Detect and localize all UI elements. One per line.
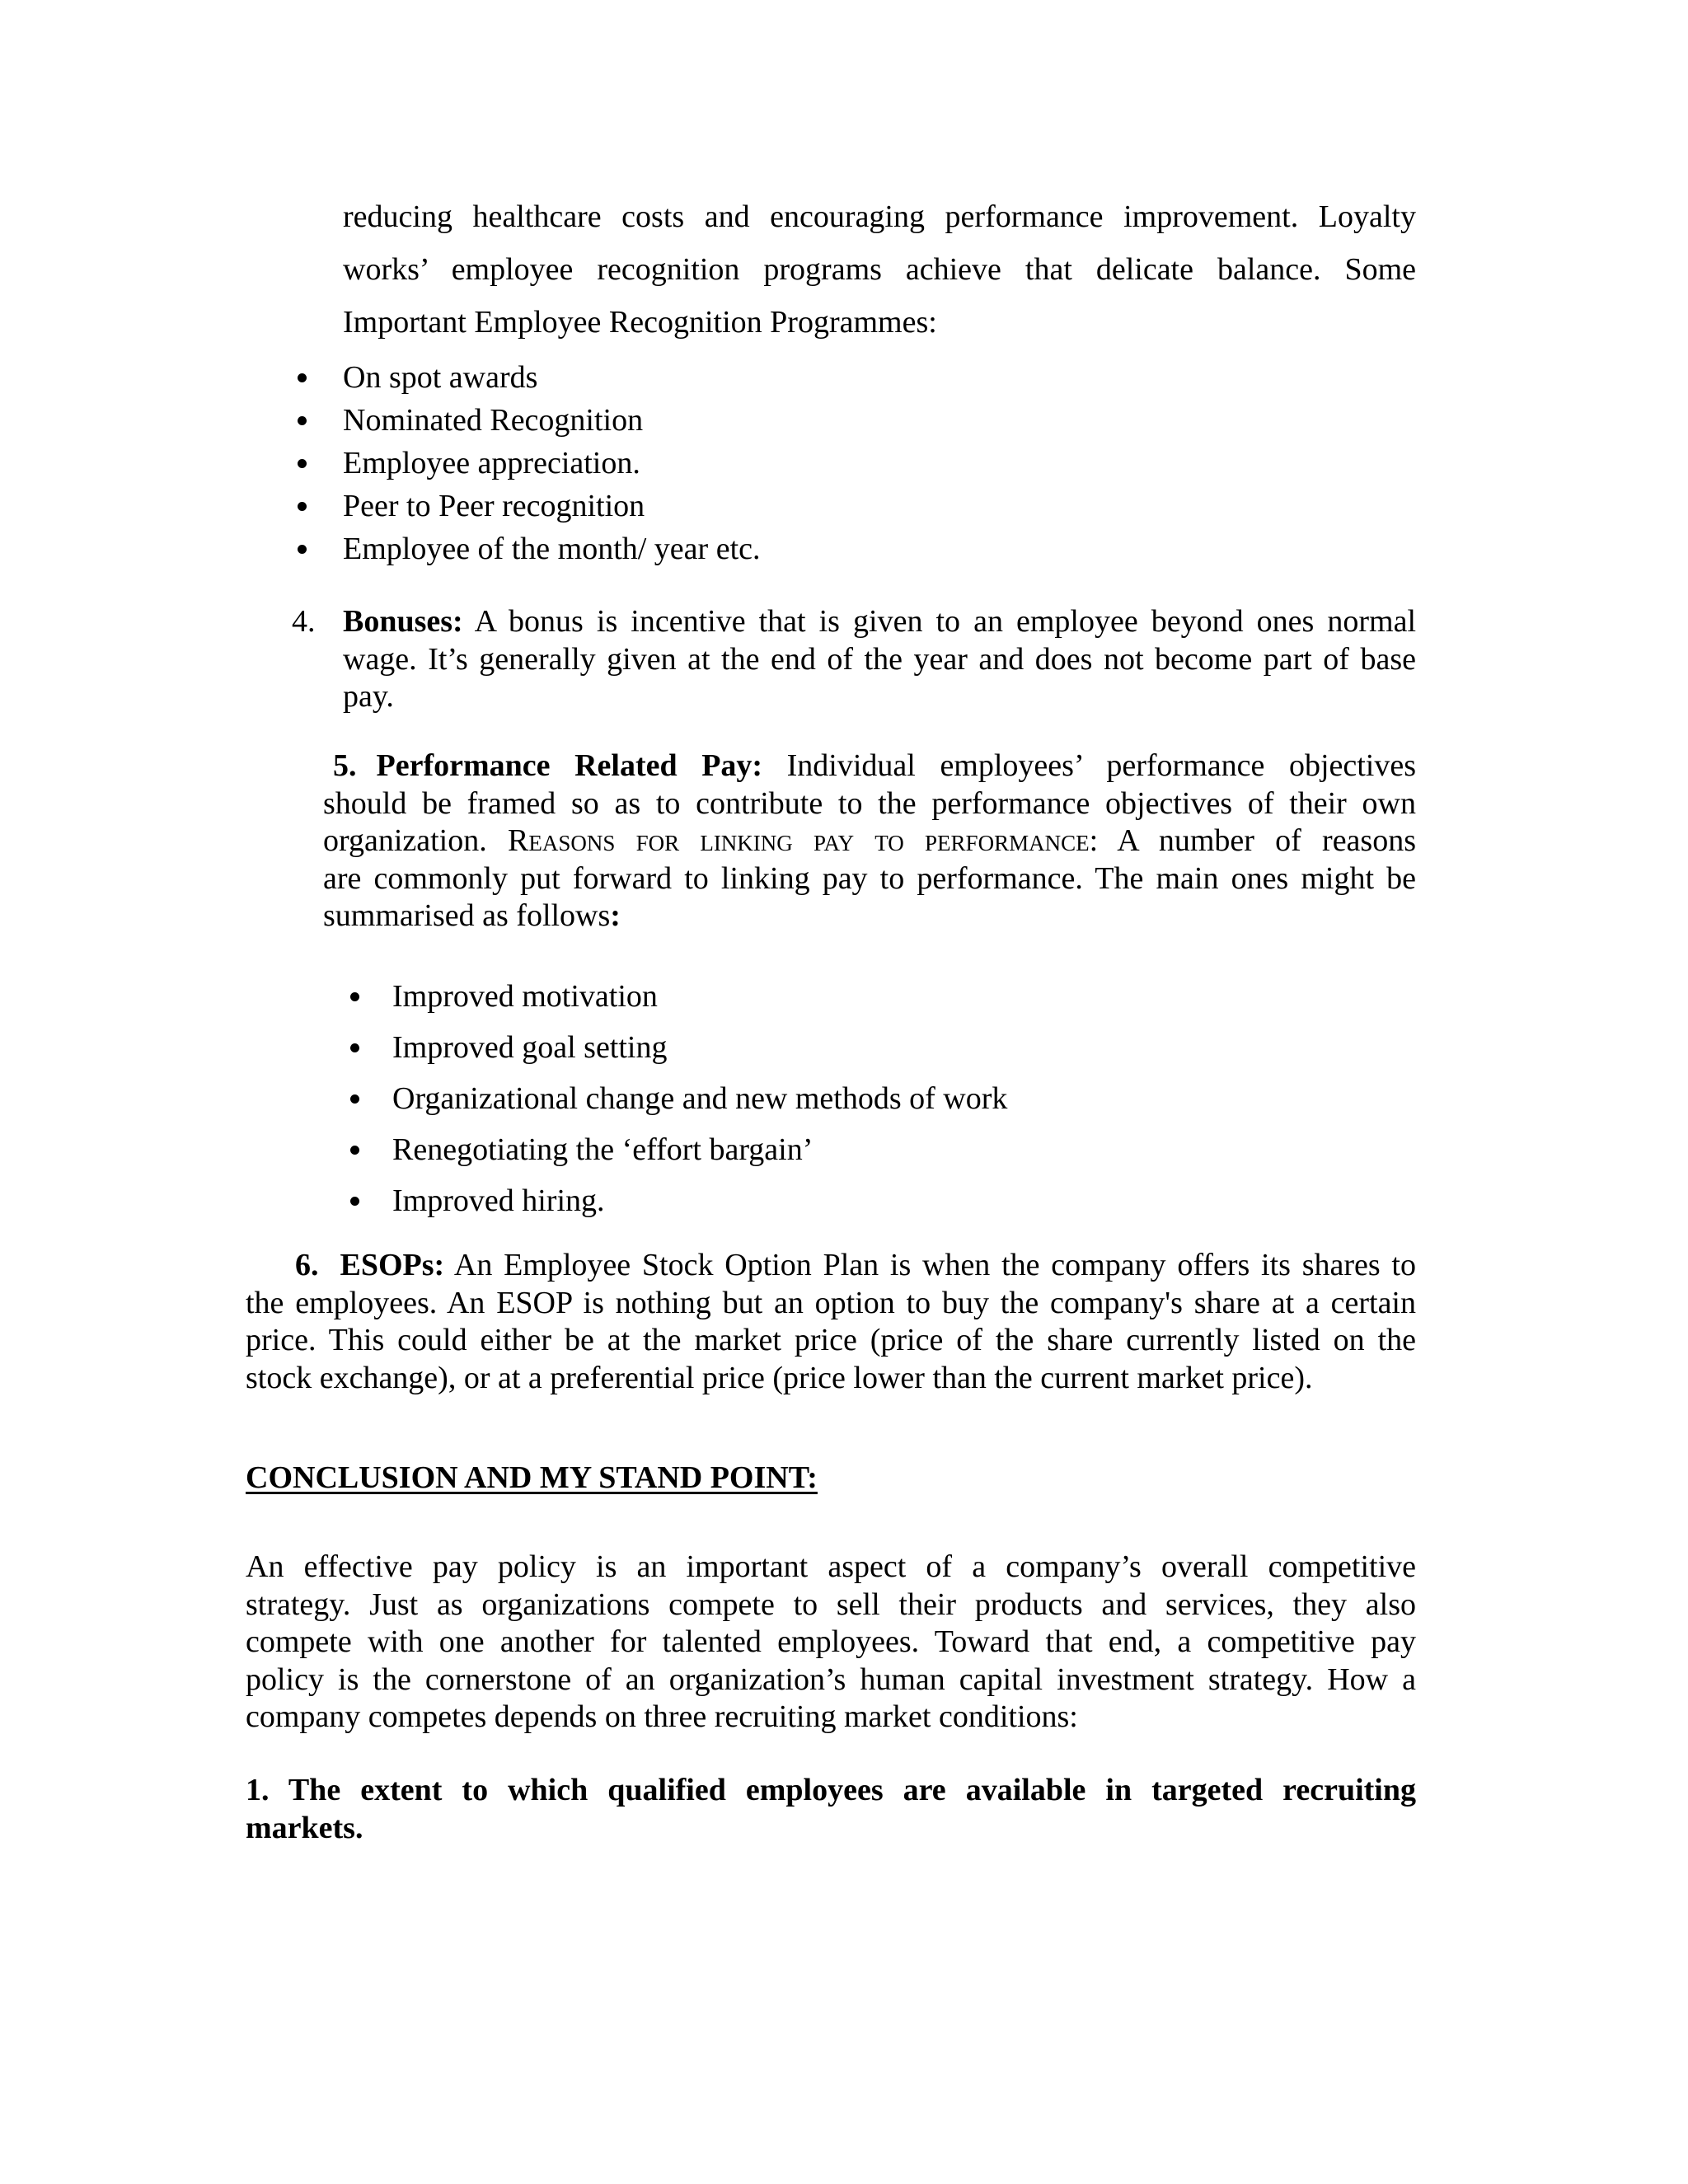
condition-1-line-2: markets. — [246, 1810, 363, 1845]
esops-line-1 — [246, 1247, 1416, 1285]
performance-pay-line-3 — [323, 823, 1416, 860]
bonuses-section — [292, 603, 1417, 716]
bonuses-line-1-text: A bonus is incentive that is given to an employee beyond ones normal — [474, 604, 1417, 639]
esops-number: 6. — [295, 1248, 319, 1282]
bullet-icon — [350, 1197, 359, 1206]
esops-line-4: stock exchange), or at a preferential price (price lower than the current market price). — [246, 1360, 1313, 1395]
condition-1 — [246, 1772, 1416, 1847]
list-item — [392, 971, 1416, 1022]
bullet-icon — [350, 1146, 359, 1155]
intro-line-1: reducing healthcare costs and encouraging performance improvement. Loyalty — [343, 199, 1416, 234]
list-item — [343, 527, 1416, 570]
esops-title: ESOPs: — [340, 1248, 445, 1282]
bullet-icon — [298, 373, 307, 382]
list-item — [343, 485, 1416, 527]
list-item-text: Employee appreciation. — [343, 446, 640, 480]
conclusion-line-5: company competes depends on three recruiting market conditions: — [246, 1699, 1078, 1734]
list-item-text: On spot awards — [343, 360, 538, 395]
performance-pay-number: 5. — [333, 748, 357, 783]
list-item-text: Improved hiring. — [392, 1183, 605, 1218]
performance-pay-line-2: should be framed so as to contribute to the performance objectives of their own — [323, 785, 1416, 821]
esops-line-1-text: An Employee Stock Option Plan is when the company offers its shares to — [453, 1248, 1416, 1282]
performance-pay-title: Performance Related Pay: — [376, 748, 763, 783]
conclusion-line-3: compete with one another for talented employees. Toward that end, a competitive pay — [246, 1624, 1416, 1659]
bonuses-line-1 — [343, 603, 1416, 641]
conclusion-paragraph — [246, 1549, 1416, 1736]
intro-paragraph — [343, 190, 1416, 349]
performance-pay-line-3-pre: organization. — [323, 823, 487, 858]
bonuses-number: 4. — [292, 604, 316, 639]
bonuses-line-2: wage. It’s generally given at the end of the year and does not become part of base — [343, 641, 1416, 677]
performance-pay-section — [323, 748, 1416, 935]
list-item-text: Organizational change and new methods of work — [392, 1081, 1008, 1116]
esops-section — [246, 1247, 1416, 1397]
bullet-icon — [298, 545, 307, 554]
list-item — [392, 1175, 1416, 1226]
performance-pay-colon: : — [610, 898, 621, 933]
list-item-text: Renegotiating the ‘effort bargain’ — [392, 1132, 814, 1167]
list-item — [392, 1124, 1416, 1175]
performance-pay-line-1-text: Individual employees’ performance objectives — [786, 748, 1417, 783]
bullet-icon — [298, 502, 307, 511]
performance-pay-line-4: are commonly put forward to linking pay to performance. The main ones might be — [323, 860, 1416, 896]
conclusion-line-1: An effective pay policy is an important aspect of a company’s overall competitive — [246, 1549, 1416, 1584]
bullet-icon — [298, 416, 307, 425]
performance-pay-line-1 — [323, 748, 1416, 785]
bullet-icon — [350, 1043, 359, 1052]
bullet-icon — [298, 459, 307, 468]
list-item — [343, 399, 1416, 442]
performance-pay-line-5 — [323, 898, 1416, 935]
performance-pay-line-5-text: summarised as follows — [323, 898, 611, 933]
list-item-text: Improved goal setting — [392, 1030, 668, 1065]
bullet-icon — [350, 1094, 359, 1104]
list-item-text: Nominated Recognition — [343, 403, 644, 438]
esops-line-2: the employees. An ESOP is nothing but an option to buy the company's share at a certain — [246, 1285, 1416, 1320]
list-item-text: Peer to Peer recognition — [343, 489, 645, 523]
list-item — [343, 442, 1416, 485]
list-item-text: Improved motivation — [392, 979, 658, 1014]
conclusion-heading: CONCLUSION AND MY STAND POINT: — [246, 1460, 818, 1495]
condition-1-line-1: 1. The extent to which qualified employees are available in targeted recruiting — [246, 1773, 1416, 1807]
performance-pay-line-3-post: : A number of reasons — [1089, 823, 1417, 858]
intro-line-3: Important Employee Recognition Programmes: — [343, 305, 937, 340]
bonuses-line-3: pay. — [343, 679, 394, 714]
reasons-smallcaps-label: Reasons for linking pay to performance — [507, 823, 1090, 858]
bonuses-title: Bonuses: — [343, 604, 463, 639]
recognition-programmes-list — [343, 356, 1416, 570]
conclusion-line-2: strategy. Just as organizations compete to sell their products and services, they also — [246, 1586, 1416, 1622]
list-item-text: Employee of the month/ year etc. — [343, 532, 761, 566]
bullet-icon — [350, 992, 359, 1001]
conclusion-line-4: policy is the cornerstone of an organization’s human capital investment strategy. How a — [246, 1661, 1416, 1697]
intro-line-2: works’ employee recognition programs achieve that delicate balance. Some — [343, 252, 1416, 287]
list-item — [392, 1073, 1416, 1124]
list-item — [392, 1022, 1416, 1073]
esops-line-3: price. This could either be at the market price (price of the share currently listed on the — [246, 1323, 1416, 1357]
linking-reasons-list — [392, 971, 1416, 1226]
list-item — [343, 356, 1416, 399]
